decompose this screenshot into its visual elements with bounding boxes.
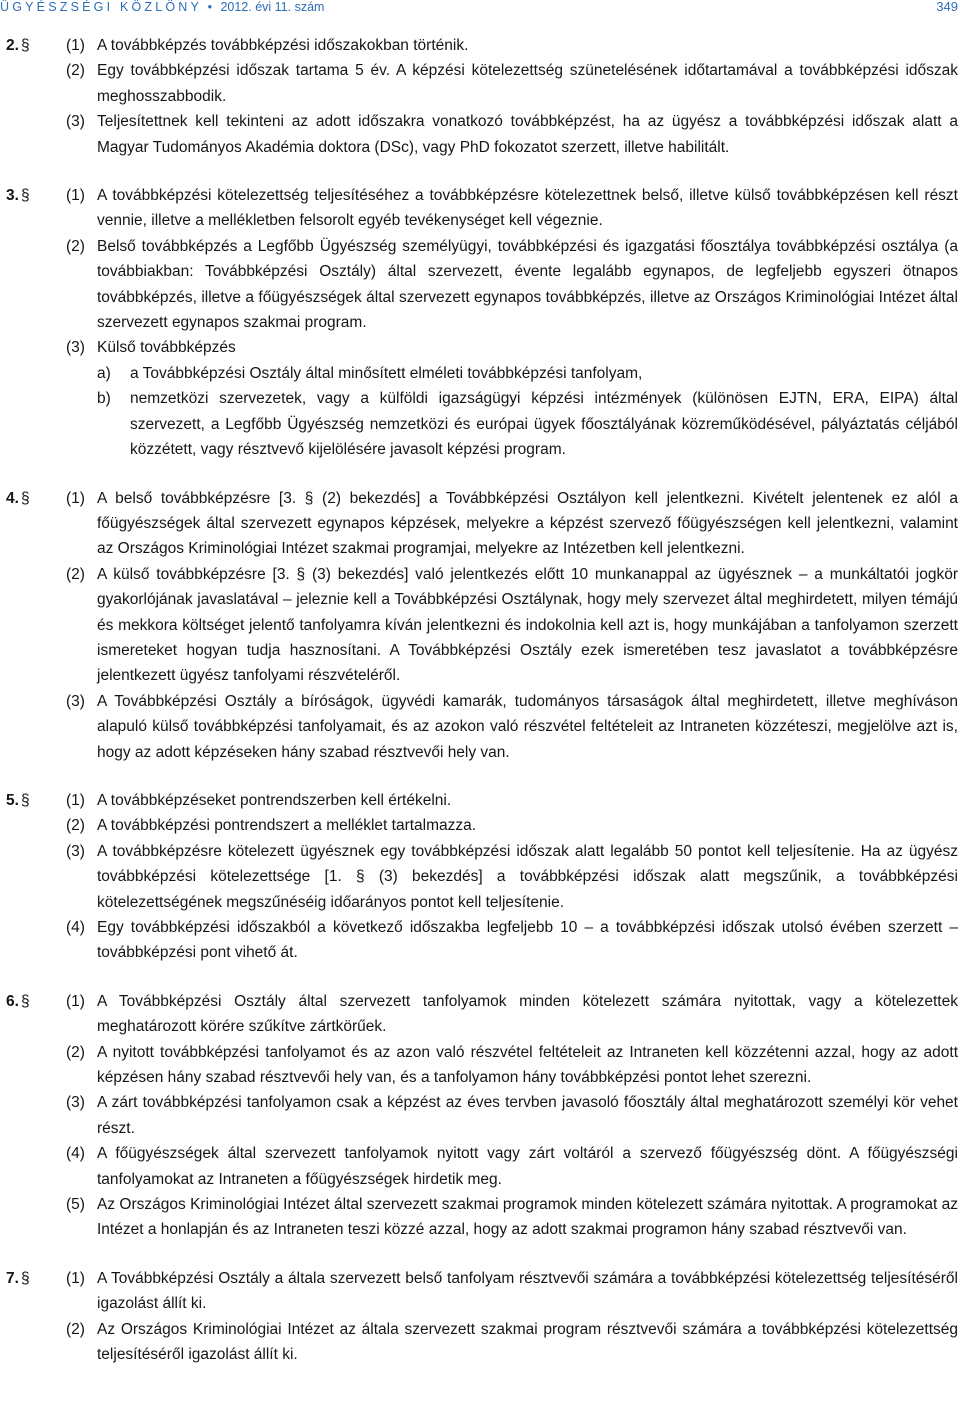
section-sign: § xyxy=(21,187,30,205)
paragraph-text: A továbbképzés továbbképzési időszakokban történik. xyxy=(97,37,469,54)
section-number: 5. xyxy=(6,791,19,809)
section-7 xyxy=(0,1266,960,1368)
paragraph-text: Az Országos Kriminológiai Intézet által szervezett szakmai programok minden kötelezett számára nyitottak. A programokat az Intézet a honlapján és az Intraneten teszi közzé azzal, hogy az adott szakmai programon hány szabad résztvevői van. xyxy=(97,1196,958,1239)
paragraph-label: (1) xyxy=(66,791,85,809)
paragraph xyxy=(0,109,960,160)
list-item-text: nemzetközi szervezetek, vagy a külföldi igazságügyi képzési intézmények (különösen EJTN, ERA, EIPA) által szervezett, a Legfőbb Ügyészség nemzetközi és európai ügyek főosztályának közreműködésével, pályáztatás céljából közzétett, vagy résztvevő kijelölésére javasolt képzési program. xyxy=(130,390,958,459)
paragraph xyxy=(0,813,960,838)
paragraph-label: (3) xyxy=(66,339,85,357)
section-2 xyxy=(0,33,960,160)
paragraph-label: (2) xyxy=(66,1320,85,1338)
section-5 xyxy=(0,788,960,966)
section-6 xyxy=(0,989,960,1243)
paragraph-text: A főügyészségek által szervezett tanfolyamok nyitott vagy zárt voltáról a szervező főügyészség dönt. A főügyészségi tanfolyamokat az Intraneten a főügyészségek hirdetik meg. xyxy=(97,1145,958,1188)
paragraph xyxy=(0,1192,960,1243)
section-number: 3. xyxy=(6,187,19,205)
paragraph-text: A Továbbképzési Osztály a általa szervezett belső tanfolyam résztvevői számára a továbbképzési kötelezettség teljesítéséről igazolást állít ki. xyxy=(97,1269,958,1313)
paragraph-label: (3) xyxy=(66,1094,85,1112)
paragraph-text: A Továbbképzési Osztály a bíróságok, ügyvédi kamarák, tudományos társaságok által meghirdetett, illetve meghíváson alapuló külső továbbképzési tanfolyamait, és az azokon való részvétel feltételeit az Intraneten közzéteszi, megjelölve azt is, hogy az adott képzéseken hány szabad résztvevői hely van. xyxy=(97,692,958,761)
paragraph xyxy=(0,335,960,462)
paragraph xyxy=(0,183,960,234)
paragraph-text: A továbbképzéseket pontrendszerben kell értékelni. xyxy=(97,791,452,809)
section-sign: § xyxy=(21,791,30,809)
section-4 xyxy=(0,486,960,765)
paragraph xyxy=(0,234,960,336)
list-item-label: b) xyxy=(97,390,111,408)
paragraph xyxy=(0,915,960,966)
list-item-label: a) xyxy=(97,364,111,382)
paragraph xyxy=(0,1317,960,1368)
paragraph-text: A Továbbképzési Osztály által szervezett tanfolyamok minden kötelezett számára nyitottak, vagy a kötelezettek meghatározott körére szűkítve zártkörűek. xyxy=(97,992,958,1036)
paragraph xyxy=(0,1090,960,1141)
paragraph xyxy=(0,689,960,765)
paragraph-text: Az Országos Kriminológiai Intézet az általa szervezett szakmai program résztvevői számára a továbbképzési kötelezettség teljesítéséről igazolást állít ki. xyxy=(97,1320,958,1364)
paragraph-label: (3) xyxy=(66,692,85,710)
paragraph-text: A továbbképzésre kötelezett ügyésznek egy továbbképzési időszak alatt legalább 50 pontot kell teljesítenie. Ha az ügyész továbbképzési kötelezettsége [1. § (3) bekezdés] a továbbképzési időszak alatt megszűnik, a továbbképzési kötelezettségének megszűnéséig időarányos pontot kell teljesítenie. xyxy=(97,842,958,911)
paragraph xyxy=(0,989,960,1040)
paragraph-label: (4) xyxy=(66,919,85,936)
paragraph-text: A továbbképzési kötelezettség teljesítéséhez a továbbképzésre kötelezettnek belső, illetve külső továbbképzésen kell részt vennie, illetve a mellékletben felsorolt egyéb tevékenységet kell végeznie. xyxy=(97,187,958,230)
paragraph-text: Belső továbbképzés a Legfőbb Ügyészség személyügyi, továbbképzési és igazgatási főosztálya továbbképzési osztálya (a továbbiakban: Továbbképzési Osztály) által szervezett, évente legalább egynapos, de legfeljebb egyszeri ötnapos továbbképzés, illetve a főügyészségek által szervezett egynapos továbbképzés, illetve az Országos Kriminológiai Intézet által szervezett egynapos szakmai program. xyxy=(97,237,958,332)
paragraph xyxy=(0,58,960,109)
page-number: 349 xyxy=(936,0,958,14)
paragraph xyxy=(0,1266,960,1317)
section-sign: § xyxy=(21,992,30,1010)
paragraph-label: (1) xyxy=(66,1269,85,1287)
section-number: 4. xyxy=(6,489,19,507)
paragraph-label: (1) xyxy=(66,37,85,54)
paragraph-label: (5) xyxy=(66,1196,85,1214)
paragraph-label: (2) xyxy=(66,565,85,583)
paragraph-text: A belső továbbképzésre [3. § (2) bekezdés] a Továbbképzési Osztályon kell jelentkezni. Kivételt jelentenek ez alól a főügyészségek által szervezett egynapos képzések, melyekre a képzést szervező főügyészségen kell jelentkezni, valamint az Országos Kriminológiai Intézet szakmai programjai, melyekre az Intézetben kell jelentkezni. xyxy=(97,489,958,558)
paragraph-label: (2) xyxy=(66,62,85,80)
section-sign: § xyxy=(21,37,30,54)
paragraph-label: (2) xyxy=(66,237,85,255)
paragraph xyxy=(0,1040,960,1091)
section-number: 7. xyxy=(6,1269,19,1287)
section-number: 6. xyxy=(6,992,19,1010)
paragraph-text: Egy továbbképzési időszakból a következő időszakba legfeljebb 10 – a továbbképzési időszak utolsó évében szerzett – továbbképzési pont vihető át. xyxy=(97,919,958,962)
paragraph-label: (1) xyxy=(66,489,85,507)
paragraph-label: (2) xyxy=(66,1043,85,1061)
page-header xyxy=(0,0,960,22)
paragraph-label: (1) xyxy=(66,992,85,1010)
paragraph-label: (3) xyxy=(66,113,85,131)
journal-title: ÜGYÉSZSÉGI KÖZLÖNY xyxy=(0,0,203,14)
section-number: 2. xyxy=(6,37,19,54)
issue-info: 2012. évi 11. szám xyxy=(220,0,325,14)
paragraph xyxy=(0,1141,960,1192)
document-body xyxy=(0,33,960,1391)
paragraph-text: Teljesítettnek kell tekinteni az adott időszakra vonatkozó továbbképzést, ha az ügyész a továbbképzési időszak alatt a Magyar Tudományos Akadémia doktora (DSc), vagy PhD fokozatot szerzett, illetve habilitált. xyxy=(97,113,958,156)
section-3 xyxy=(0,183,960,462)
paragraph xyxy=(0,486,960,562)
paragraph-text: A továbbképzési pontrendszert a melléklet tartalmazza. xyxy=(97,817,477,835)
paragraph-text: A zárt továbbképzési tanfolyamon csak a képzést az éves tervben javasoló főosztály által meghatározott személyi kör vehet részt. xyxy=(97,1094,958,1137)
paragraph-label: (4) xyxy=(66,1145,85,1163)
paragraph-text: A nyitott továbbképzési tanfolyamot és az azon való részvétel feltételeit az Intraneten kell közzétenni azzal, hogy az adott képzésen hány szabad résztvevői hely van, és a tanfolyamon hány továbbképzési pontot lehet szerezni. xyxy=(97,1043,958,1087)
list-item xyxy=(97,361,958,386)
list-item xyxy=(97,386,958,462)
paragraph xyxy=(0,562,960,689)
paragraph-label: (3) xyxy=(66,842,85,860)
section-sign: § xyxy=(21,489,30,507)
paragraph-label: (1) xyxy=(66,187,85,205)
paragraph xyxy=(0,839,960,915)
paragraph-text: A külső továbbképzésre [3. § (3) bekezdés] való jelentkezés előtt 10 munkanappal az ügyésznek – a munkáltatói jogkör gyakorlójának javaslatával – jeleznie kell a Továbbképzési Osztálynak, hogy mely szervezet által meghirdetett, milyen témájú és mekkora költséget jelentő tanfolyamra kíván jelentkezni és indokolnia kell azt is, hogy munkájában a tanfolyamon szerzett ismereteket hogyan tudja hasznosítani. A Továbbképzési Osztály ezek ismeretében tesz javaslatot a továbbképzésre jelentkezett ügyész tanfolyami részvételéről. xyxy=(97,565,958,685)
paragraph-text: Külső továbbképzés xyxy=(97,339,236,357)
paragraph-text: Egy továbbképzési időszak tartama 5 év. A képzési kötelezettség szünetelésének időtartamával a továbbképzési időszak meghosszabbodik. xyxy=(97,62,958,105)
paragraph xyxy=(0,33,960,58)
paragraph xyxy=(0,788,960,813)
section-sign: § xyxy=(21,1269,30,1287)
list-item-text: a Továbbképzési Osztály által minősített elméleti továbbképzési tanfolyam, xyxy=(130,364,643,382)
header-separator: • xyxy=(207,0,212,14)
paragraph-label: (2) xyxy=(66,817,85,835)
